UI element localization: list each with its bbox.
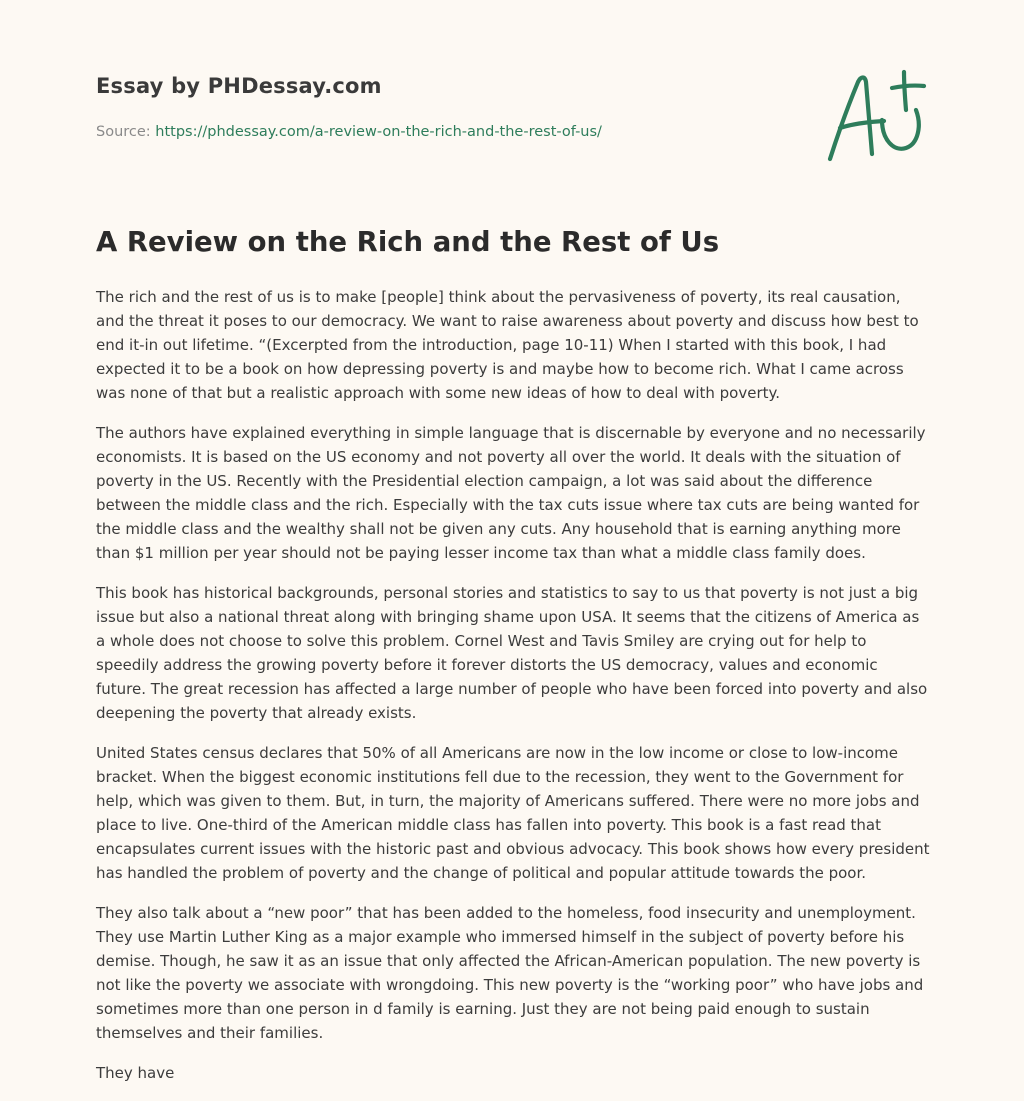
essay-paragraph: The authors have explained everything in simple language that is discernable by everyone and no necessarily economists. It is based on the US economy and not poverty all over the world. It deals with the situation of poverty in the US. Recently with the Presidential election campaign, a lot was said about the difference between the middle class and the rich. Especially with the tax cuts issue where tax cuts are being wanted for the middle class and the wealthy shall not be given any cuts. Any household that is earning anything more than $1 million per year should not be paying lesser income tax than what a middle class family does.: [96, 424, 926, 562]
essay-title: A Review on the Rich and the Rest of Us: [96, 226, 720, 258]
page-header: [96, 74, 736, 140]
essay-paragraph: United States census declares that 50% of all Americans are now in the low income or close to low-income bracket. When the biggest economic institutions fell due to the recession, they went to the Government for help, which was given to them. But, in turn, the majority of Americans suffered. There were no more jobs and place to live. One-third of the American middle class has fallen into poverty. This book is a fast read that encapsulates current issues with the historic past and obvious advocacy. This book shows how every president has handled the problem of poverty and the change of political and popular attitude towards the poor.: [96, 744, 930, 882]
a-plus-logo-icon: [818, 64, 930, 168]
brand-name: Essay by PHDessay.com: [96, 74, 382, 98]
source-link[interactable]: https://phdessay.com/a-review-on-the-rich-and-the-rest-of-us/: [155, 124, 602, 140]
source-label: Source:: [96, 124, 156, 140]
essay-paragraph: They have: [96, 1064, 175, 1082]
source-line: [96, 124, 736, 140]
essay-paragraph: The rich and the rest of us is to make [people] think about the pervasiveness of poverty, its real causation, and the threat it poses to our democracy. We want to raise awareness about poverty and discuss how best to end it-in out lifetime. “(Excerpted from the introduction, page 10-11) When I started with this book, I had expected it to be a book on how depressing poverty is and maybe how to become rich. What I came across was none of that but a realistic approach with some new ideas of how to deal with poverty.: [96, 288, 919, 402]
essay-body: [96, 285, 930, 1101]
essay-paragraph: They also talk about a “new poor” that has been added to the homeless, food insecurity and unemployment. They use Martin Luther King as a major example who immersed himself in the subject of poverty before his demise. Though, he saw it as an issue that only affected the African-American population. The new poverty is not like the poverty we associate with wrongdoing. This new poverty is the “working poor” who have jobs and sometimes more than one person in d family is earning. Just they are not being paid enough to sustain themselves and their families.: [96, 904, 924, 1042]
essay-paragraph: This book has historical backgrounds, personal stories and statistics to say to us that poverty is not just a big issue but also a national threat along with bringing shame upon USA. It seems that the citizens of America as a whole does not choose to solve this problem. Cornel West and Tavis Smiley are crying out for help to speedily address the growing poverty before it forever distorts the US democracy, values and economic future. The great recession has affected a large number of people who have been forced into poverty and also deepening the poverty that already exists.: [96, 584, 928, 722]
